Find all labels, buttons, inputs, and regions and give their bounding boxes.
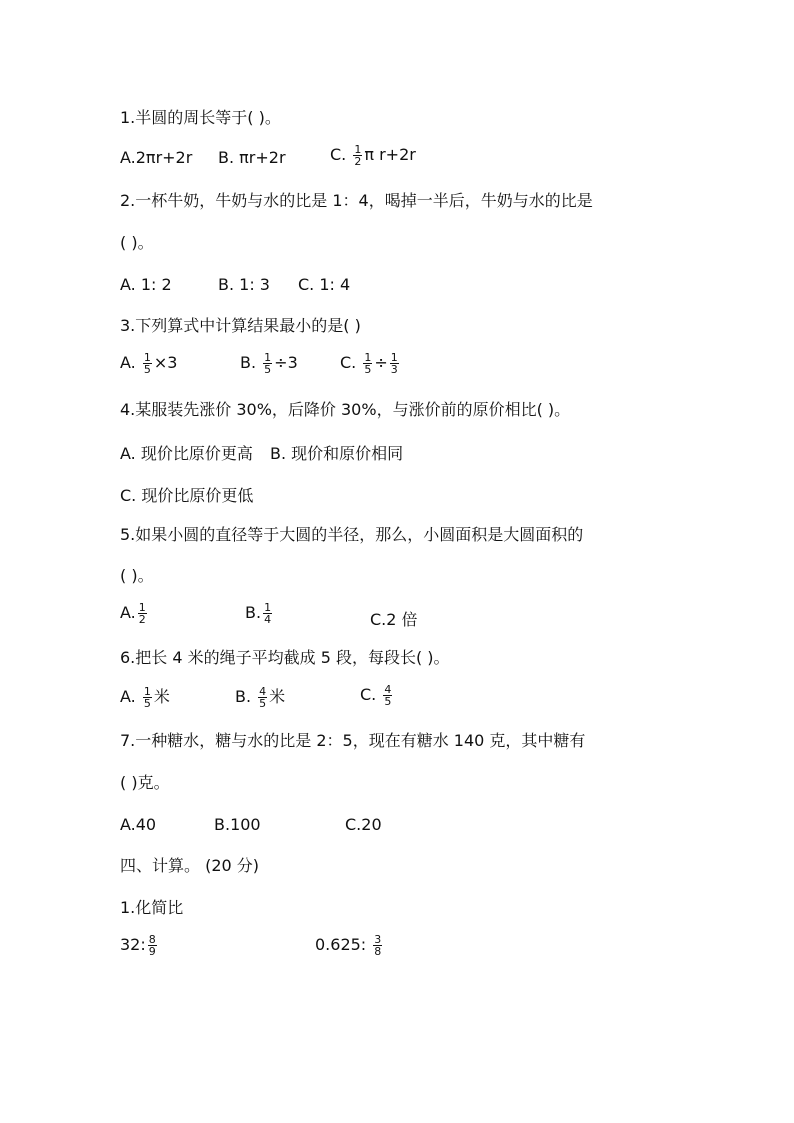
q3-option-c-op: ÷ <box>374 353 388 372</box>
q5-stem-cont: ( )。 <box>120 566 154 585</box>
q6-option-b-label: B. <box>235 687 252 706</box>
q7-stem: 7.一种糖水，糖与水的比是 2：5，现在有糖水 140 克，其中糖有 <box>120 731 586 750</box>
q1-option-a: A.2πr+2r <box>120 148 193 167</box>
q6-option-c-label: C. <box>360 685 377 704</box>
q1-option-c-label: C. <box>330 145 347 164</box>
fraction-denominator: 3 <box>390 363 398 376</box>
q3-option-a-rest: ×3 <box>153 353 178 372</box>
ratio-problem-2-lead: 0.625: <box>315 935 372 954</box>
q2-stem-cont: ( )。 <box>120 233 154 252</box>
q2-option-c: C. 1: 4 <box>298 275 351 294</box>
q6-option-b-rest: 米 <box>269 687 286 706</box>
fraction-denominator: 9 <box>148 945 156 958</box>
fraction-numerator: 1 <box>264 351 272 364</box>
fraction-numerator: 1 <box>364 351 372 364</box>
q6-option-a-fraction <box>143 686 152 709</box>
q3-option-b <box>240 352 298 375</box>
section-4-sub1: 1.化简比 <box>120 898 184 917</box>
q3-option-b-rest: ÷3 <box>274 353 298 372</box>
q3-option-b-fraction <box>263 352 272 375</box>
fraction-denominator: 2 <box>354 155 362 168</box>
fraction-numerator: 1 <box>138 601 146 614</box>
q2-option-a: A. 1: 2 <box>120 275 172 294</box>
ratio-problem-1 <box>120 934 159 957</box>
q1-option-c-fraction <box>353 144 362 167</box>
q1-stem: 1.半圆的周长等于( )。 <box>120 108 281 127</box>
fraction-numerator: 1 <box>264 601 272 614</box>
q4-stem: 4.某服装先涨价 30%，后降价 30%，与涨价前的原价相比( )。 <box>120 400 571 419</box>
q6-option-a-rest: 米 <box>153 687 170 706</box>
q2-option-b: B. 1: 3 <box>218 275 270 294</box>
q5-option-a <box>120 602 149 625</box>
section-4-title: 四、计算。 (20 分) <box>120 856 260 875</box>
q3-option-a-label: A. <box>120 353 136 372</box>
q6-stem: 6.把长 4 米的绳子平均截成 5 段，每段长( )。 <box>120 648 450 667</box>
fraction-denominator: 5 <box>143 363 151 376</box>
q7-option-b: B.100 <box>214 815 261 834</box>
q5-option-b-fraction <box>263 602 272 625</box>
fraction-numerator: 4 <box>384 683 392 696</box>
q4-option-b: B. 现价和原价相同 <box>270 444 404 463</box>
q6-option-a <box>120 684 170 709</box>
q3-option-c <box>340 352 401 375</box>
q3-option-b-label: B. <box>240 353 257 372</box>
q5-option-a-fraction <box>138 602 147 625</box>
ratio-problem-1-lead: 32: <box>120 935 146 954</box>
fraction-denominator: 5 <box>384 695 392 708</box>
q4-option-a: A. 现价比原价更高 <box>120 444 253 463</box>
fraction-denominator: 2 <box>138 613 146 626</box>
fraction-numerator: 1 <box>143 685 151 698</box>
q2-stem: 2.一杯牛奶，牛奶与水的比是 1：4，喝掉一半后，牛奶与水的比是 <box>120 191 593 210</box>
fraction-numerator: 4 <box>259 685 267 698</box>
q3-option-c-fraction-1 <box>363 352 372 375</box>
fraction-denominator: 4 <box>264 613 272 626</box>
q6-option-c <box>360 684 394 707</box>
q3-option-c-fraction-2 <box>390 352 399 375</box>
q6-option-b <box>235 684 285 709</box>
fraction-numerator: 3 <box>374 933 382 946</box>
q5-option-c: C.2 倍 <box>370 610 418 629</box>
q6-option-c-fraction <box>383 684 392 707</box>
fraction-denominator: 5 <box>143 697 151 710</box>
q3-option-a-fraction <box>143 352 152 375</box>
ratio-problem-2-fraction <box>373 934 382 957</box>
fraction-numerator: 1 <box>143 351 151 364</box>
q1-option-b: B. πr+2r <box>218 148 286 167</box>
q5-option-b <box>245 602 274 625</box>
q7-stem-cont: ( )克。 <box>120 773 170 792</box>
ratio-problem-1-fraction <box>148 934 157 957</box>
q3-stem: 3.下列算式中计算结果最小的是( ) <box>120 316 361 335</box>
fraction-numerator: 1 <box>354 143 362 156</box>
fraction-numerator: 8 <box>148 933 156 946</box>
fraction-denominator: 5 <box>259 697 267 710</box>
q4-option-c: C. 现价比原价更低 <box>120 486 254 505</box>
ratio-problem-2 <box>315 934 384 957</box>
q5-stem: 5.如果小圆的直径等于大圆的半径，那么，小圆面积是大圆面积的 <box>120 525 584 544</box>
fraction-numerator: 1 <box>390 351 398 364</box>
fraction-denominator: 8 <box>374 945 382 958</box>
q6-option-a-label: A. <box>120 687 136 706</box>
fraction-denominator: 5 <box>364 363 372 376</box>
q1-option-c-rest: π r+2r <box>364 145 416 164</box>
q3-option-c-label: C. <box>340 353 357 372</box>
q3-option-a <box>120 352 177 375</box>
fraction-denominator: 5 <box>264 363 272 376</box>
q5-option-a-label: A. <box>120 603 136 622</box>
q5-option-b-label: B. <box>245 603 262 622</box>
q7-option-c: C.20 <box>345 815 382 834</box>
q6-option-b-fraction <box>258 686 267 709</box>
q7-option-a: A.40 <box>120 815 157 834</box>
q1-option-c <box>330 144 416 167</box>
